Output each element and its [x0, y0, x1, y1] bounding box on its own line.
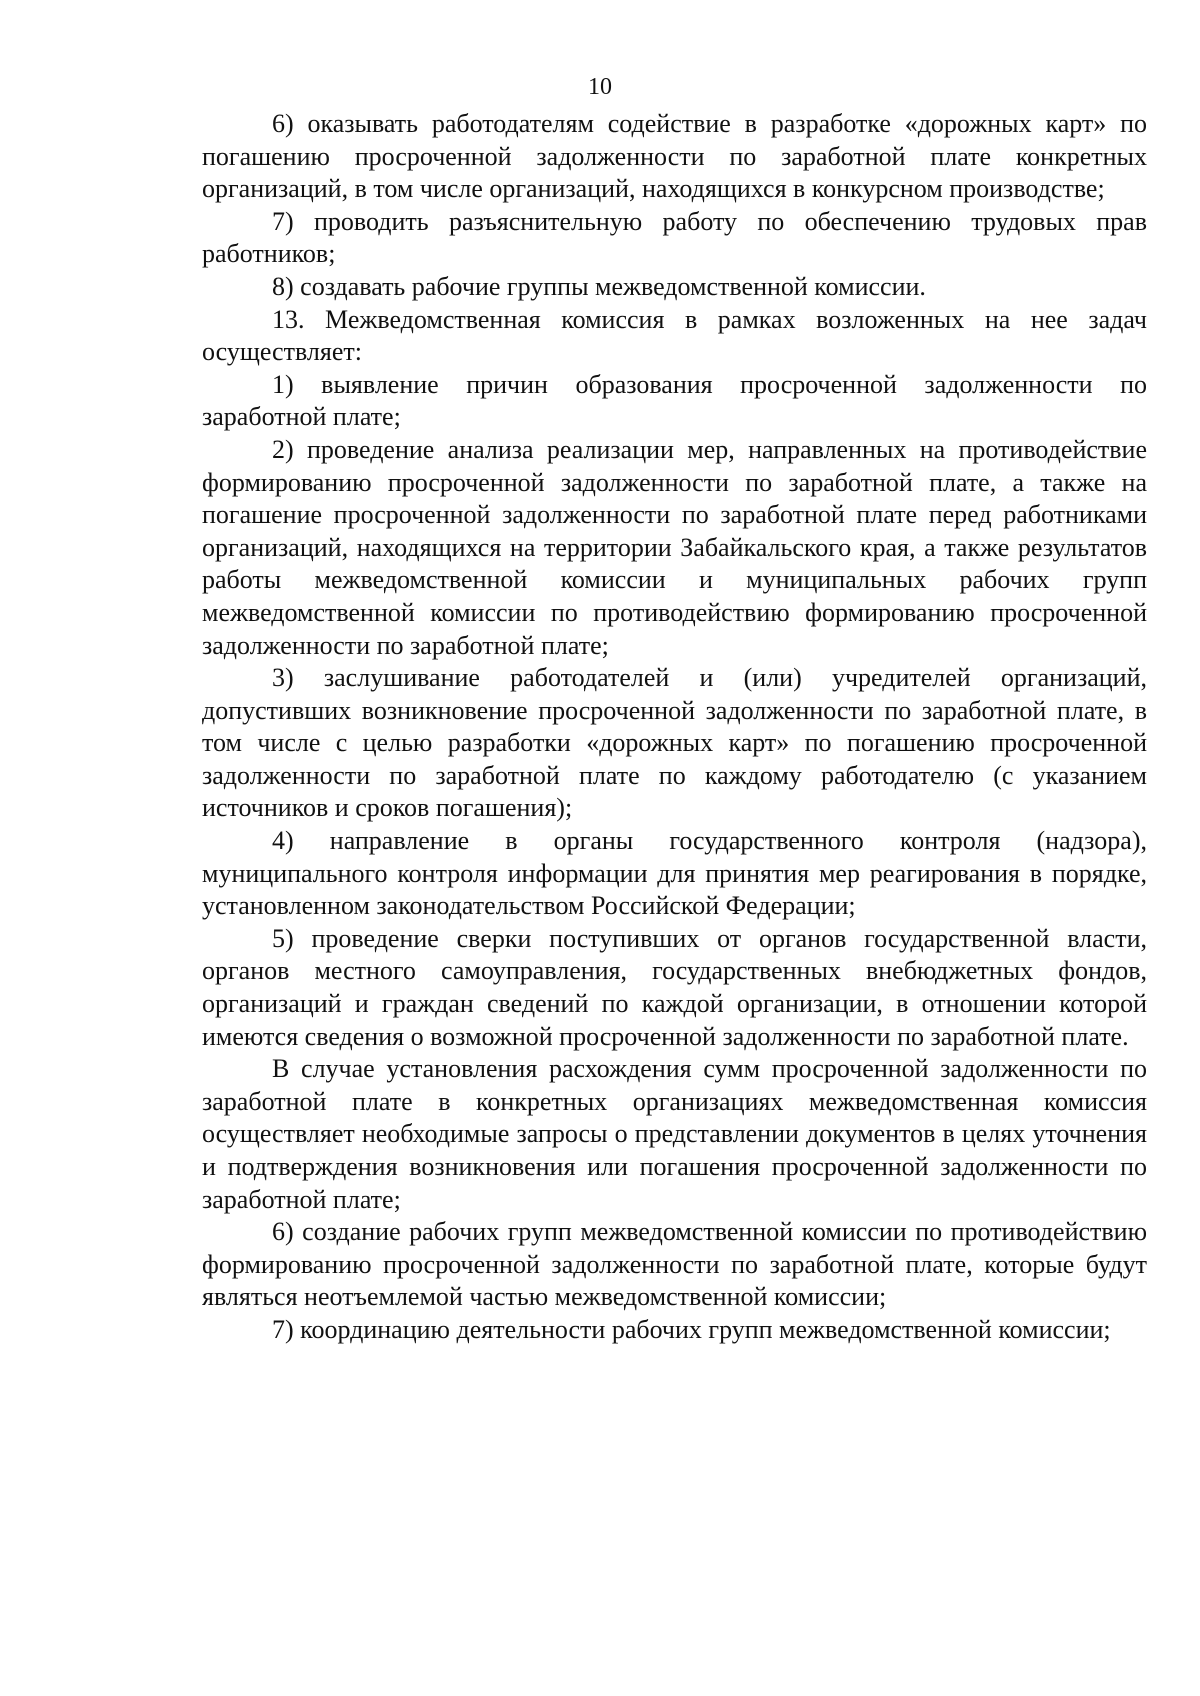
document-body	[202, 108, 1147, 1347]
paragraph-item-8-working-groups: 8) создавать рабочие группы межведомственной комиссии.	[272, 271, 926, 301]
paragraph-13-item-1: 1) выявление причин образования просроченной задолженности по заработной плате;	[202, 369, 1147, 432]
paragraph-item-7-explanatory-work: 7) проводить разъяснительную работу по обеспечению трудовых прав работников;	[202, 206, 1147, 269]
page-number: 10	[588, 74, 612, 100]
paragraph-item-6-road-maps: 6) оказывать работодателям содействие в разработке «дорожных карт» по погашению просроченной задолженности по заработной плате конкретных организаций, в том числе организаций, находящихся в конкурсном производстве;	[202, 109, 1147, 204]
paragraph-section-13-intro: 13. Межведомственная комиссия в рамках возложенных на нее задач осуществляет:	[202, 304, 1147, 367]
paragraph-13-item-4: 4) направление в органы государственного контроля (надзора), муниципального контроля информации для принятия мер реагирования в порядке, установленном законодательством Российской Федерации;	[202, 826, 1147, 921]
paragraph-13-item-3: 3) заслушивание работодателей и (или) учредителей организаций, допустивших возникновение просроченной задолженности по заработной плате, в том числе с целью разработки «дорожных карт» по погашению просроченной задолженности по заработной плате по каждому работодателю (с указанием источников и сроков погашения);	[202, 663, 1147, 823]
paragraph-13-item-2: 2) проведение анализа реализации мер, направленных на противодействие формированию просроченной задолженности по заработной плате, а также на погашение просроченной задолженности по заработной плате перед работниками организаций, находящихся на территории Забайкальского края, а также результатов работы межведомственной комиссии и муниципальных рабочих групп межведомственной комиссии по противодействию формированию просроченной задолженности по заработной плате;	[202, 434, 1147, 660]
paragraph-13-item-7: 7) координацию деятельности рабочих групп межведомственной комиссии;	[272, 1314, 1111, 1344]
paragraph-13-item-5: 5) проведение сверки поступивших от органов государственной власти, органов местного самоуправления, государственных внебюджетных фондов, организаций и граждан сведений по каждой организации, в отношении которой имеются сведения о возможной просроченной задолженности по заработной плате.	[202, 923, 1147, 1051]
paragraph-13-item-5-continuation: В случае установления расхождения сумм просроченной задолженности по заработной плате в конкретных организациях межведомственная комиссия осуществляет необходимые запросы о представлении документов в целях уточнения и подтверждения возникновения или погашения просроченной задолженности по заработной плате;	[202, 1054, 1147, 1214]
paragraph-13-item-6: 6) создание рабочих групп межведомственной комиссии по противодействию формированию просроченной задолженности по заработной плате, которые будут являться неотъемлемой частью межведомственной комиссии;	[202, 1217, 1147, 1312]
